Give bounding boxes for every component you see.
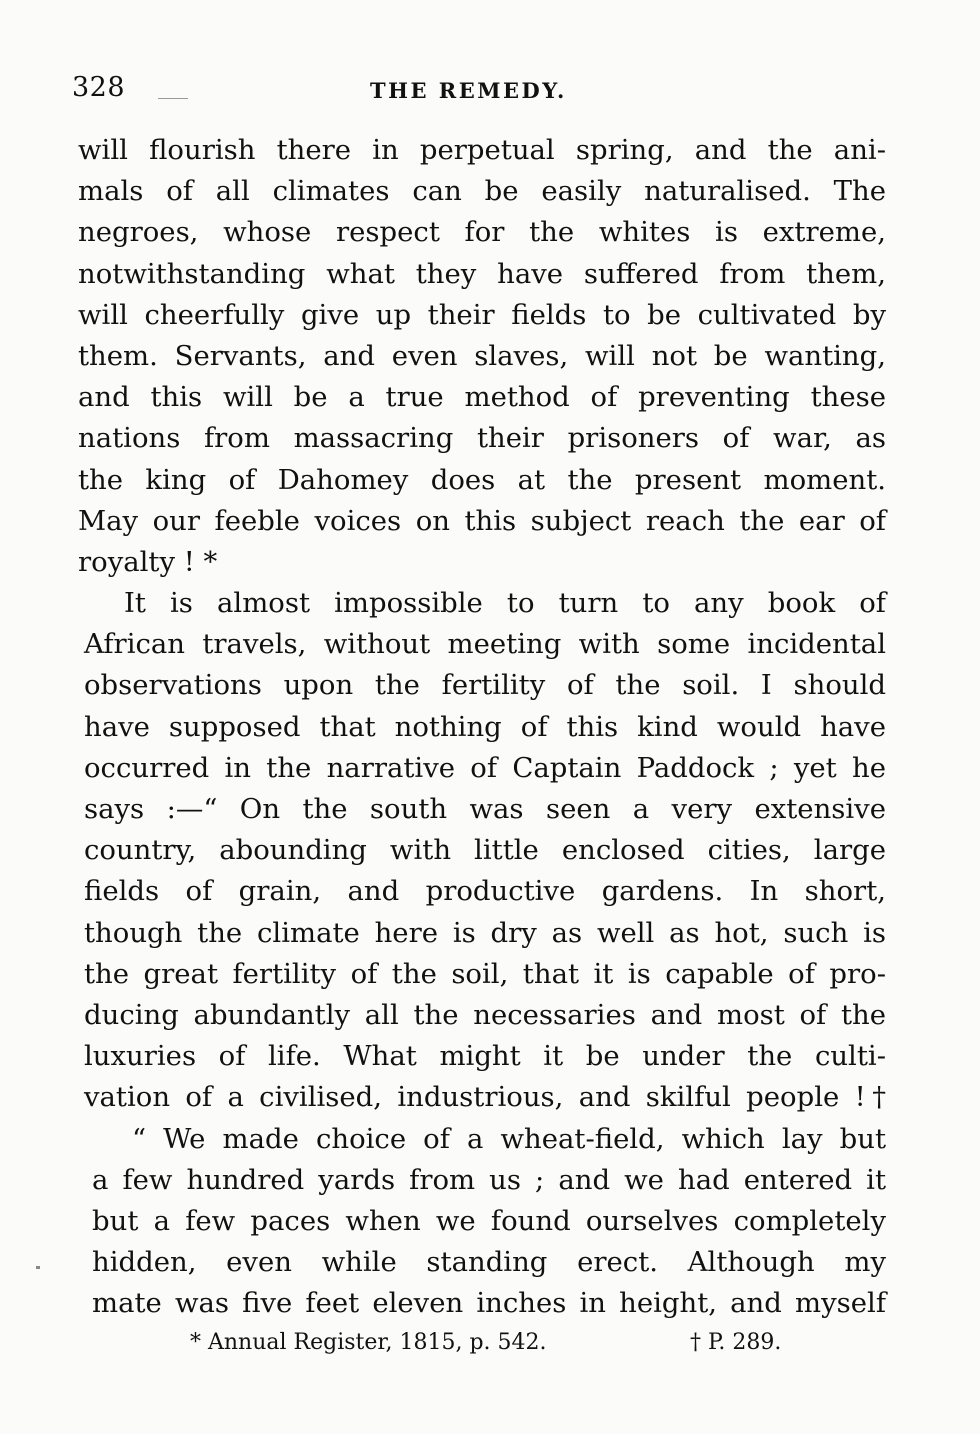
text-line: African travels, without meeting with some incidental xyxy=(84,628,886,661)
text-line: have supposed that nothing of this kind would have xyxy=(84,710,886,743)
running-head xyxy=(72,70,902,110)
text-line: the king of Dahomey does at the present moment. xyxy=(78,463,886,496)
footnote: * Annual Register, 1815, p. 542. xyxy=(190,1330,547,1355)
text-line: hidden, even while standing erect. Although my xyxy=(92,1246,886,1279)
text-line: May our feeble voices on this subject reach the ear of xyxy=(78,504,886,537)
print-speck xyxy=(36,1266,40,1269)
page-number: 328 xyxy=(72,72,126,103)
paragraph xyxy=(78,130,886,583)
text-line: nations from massacring their prisoners of war, as xyxy=(78,422,886,455)
text-line: and this will be a true method of preventing these xyxy=(78,381,886,414)
text-line: occurred in the narrative of Captain Paddock ; yet he xyxy=(84,751,886,784)
text-line: “ We made choice of a wheat-field, which lay but xyxy=(132,1122,886,1155)
text-line: though the climate here is dry as well as hot, such is xyxy=(84,916,886,949)
paragraph xyxy=(78,1119,886,1325)
text-line: them. Servants, and even slaves, will not be wanting, xyxy=(78,339,886,372)
text-line: mate was five feet eleven inches in height, and myself xyxy=(92,1287,886,1320)
body-text xyxy=(78,130,886,1324)
text-line: will flourish there in perpetual spring, and the ani- xyxy=(78,134,886,166)
footnotes xyxy=(190,1330,830,1370)
paragraph xyxy=(78,583,886,1118)
footnote: † P. 289. xyxy=(690,1330,782,1355)
text-line: mals of all climates can be easily naturalised. The xyxy=(78,175,886,208)
text-line: a few hundred yards from us ; and we had entered it xyxy=(92,1163,886,1196)
text-line: It is almost impossible to turn to any book of xyxy=(124,587,886,620)
text-line: but a few paces when we found ourselves completely xyxy=(92,1204,886,1237)
chapter-title: THE REMEDY. xyxy=(370,78,567,103)
text-line: country, abounding with little enclosed cities, large xyxy=(84,834,886,867)
text-line: will cheerfully give up their fields to be cultivated by xyxy=(78,298,886,331)
text-line: says :—“ On the south was seen a very extensive xyxy=(84,793,886,825)
text-line: royalty ! * xyxy=(78,545,218,578)
text-line: vation of a civilised, industrious, and skilful people !† xyxy=(84,1081,886,1114)
text-line: luxuries of life. What might it be under the culti- xyxy=(84,1040,886,1073)
text-line: negroes, whose respect for the whites is extreme, xyxy=(78,216,886,249)
text-line: ducing abundantly all the necessaries and most of the xyxy=(84,998,886,1031)
print-speck xyxy=(158,98,188,99)
text-line: observations upon the fertility of the soil. I should xyxy=(84,669,886,702)
text-line: fields of grain, and productive gardens. In short, xyxy=(84,875,886,908)
text-line: the great fertility of the soil, that it is capable of pro- xyxy=(84,957,886,990)
text-line: notwithstanding what they have suffered from them, xyxy=(78,257,886,290)
